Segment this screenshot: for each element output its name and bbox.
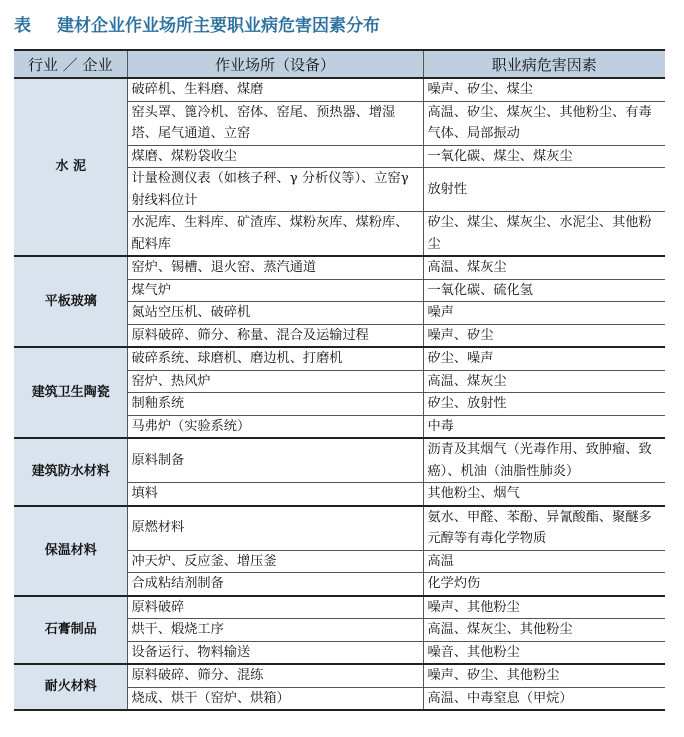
hazard-cell: 一氧化碳、煤尘、煤灰尘: [423, 145, 665, 168]
table-row: [14, 596, 665, 619]
workplace-cell: 破碎机、生料磨、煤磨: [127, 78, 423, 101]
workplace-cell: 烘干、煅烧工序: [127, 619, 423, 642]
hazard-cell: 高温、中毒窒息（甲烷）: [423, 687, 665, 710]
workplace-cell: 原料破碎: [127, 596, 423, 619]
hazard-cell: 高温、矽尘、煤灰尘、其他粉尘、有毒气体、局部振动: [423, 101, 665, 145]
hazard-cell: 矽尘、噪声: [423, 347, 665, 370]
workplace-cell: 制釉系统: [127, 393, 423, 416]
workplace-cell: 原料破碎、筛分、称量、混合及运输过程: [127, 324, 423, 347]
industry-cell: 石膏制品: [14, 596, 127, 665]
group-insulation: [14, 506, 665, 596]
hazard-cell: 噪声: [423, 302, 665, 325]
industry-cell: 建筑卫生陶瓷: [14, 347, 127, 438]
workplace-cell: 计量检测仪表（如核子秤、γ 分析仪等）、立窑γ射线料位计: [127, 168, 423, 212]
industry-cell: 耐火材料: [14, 664, 127, 710]
industry-cell: 平板玻璃: [14, 256, 127, 347]
workplace-cell: 原料制备: [127, 438, 423, 483]
group-flat-glass: [14, 256, 665, 347]
hazard-cell: 高温、煤灰尘: [423, 256, 665, 279]
hazard-cell: 噪声、矽尘: [423, 324, 665, 347]
workplace-cell: 煤磨、煤粉袋收尘: [127, 145, 423, 168]
hazard-cell: 其他粉尘、烟气: [423, 483, 665, 506]
hazard-cell: 矽尘、煤尘、煤灰尘、水泥尘、其他粉尘: [423, 212, 665, 257]
header-industry: 行业 ／ 企业: [14, 50, 127, 78]
hazard-cell: 放射性: [423, 168, 665, 212]
workplace-cell: 窑炉、锡槽、退火窑、蒸汽通道: [127, 256, 423, 279]
table-row: [14, 664, 665, 687]
workplace-cell: 烧成、烘干（窑炉、烘箱）: [127, 687, 423, 710]
group-cement: [14, 78, 665, 256]
workplace-cell: 原燃材料: [127, 506, 423, 551]
group-gypsum: [14, 596, 665, 665]
hazard-cell: 沥青及其烟气（光毒作用、致肿瘤、致癌）、机油（油脂性肺炎）: [423, 438, 665, 483]
workplace-cell: 设备运行、物料输送: [127, 641, 423, 664]
industry-cell: 保温材料: [14, 506, 127, 596]
workplace-cell: 煤气炉: [127, 279, 423, 302]
header-workplace: 作业场所（设备）: [127, 50, 423, 78]
caption-label: 表: [14, 15, 31, 36]
workplace-cell: 冲天炉、反应釜、增压釜: [127, 550, 423, 573]
workplace-cell: 破碎系统、球磨机、磨边机、打磨机: [127, 347, 423, 370]
hazard-cell: 高温: [423, 550, 665, 573]
hazard-cell: 化学灼伤: [423, 573, 665, 596]
group-refractory: [14, 664, 665, 710]
hazard-cell: 一氧化碳、硫化氢: [423, 279, 665, 302]
hazard-cell: 氨水、甲醛、苯酚、异氰酸酯、聚醚多元醇等有毒化学物质: [423, 506, 665, 551]
hazard-cell: 中毒: [423, 415, 665, 438]
table-row: [14, 78, 665, 101]
hazard-cell: 噪音、其他粉尘: [423, 641, 665, 664]
table-row: [14, 506, 665, 551]
group-waterproofing: [14, 438, 665, 506]
workplace-cell: 填料: [127, 483, 423, 506]
workplace-cell: 氮站空压机、破碎机: [127, 302, 423, 325]
industry-cell: 建筑防水材料: [14, 438, 127, 506]
workplace-cell: 马弗炉（实验系统）: [127, 415, 423, 438]
hazard-cell: 高温、煤灰尘、其他粉尘: [423, 619, 665, 642]
table-row: [14, 438, 665, 483]
table-row: [14, 347, 665, 370]
industry-cell: 水 泥: [14, 78, 127, 256]
group-sanitary-ceramics: [14, 347, 665, 438]
hazard-cell: 噪声、其他粉尘: [423, 596, 665, 619]
workplace-cell: 窑炉、热风炉: [127, 370, 423, 393]
hazard-cell: 高温、煤灰尘: [423, 370, 665, 393]
hazard-cell: 矽尘、放射性: [423, 393, 665, 416]
header-row: [14, 50, 665, 78]
caption-title: 建材企业作业场所主要职业病危害因素分布: [57, 15, 380, 36]
header-hazard: 职业病危害因素: [423, 50, 665, 78]
workplace-cell: 水泥库、生料库、矿渣库、煤粉灰库、煤粉库、配料库: [127, 212, 423, 257]
hazard-table: [14, 49, 665, 711]
hazard-cell: 噪声、矽尘、煤尘: [423, 78, 665, 101]
hazard-cell: 噪声、矽尘、其他粉尘: [423, 664, 665, 687]
table-caption: [14, 6, 380, 40]
workplace-cell: 合成粘结剂制备: [127, 573, 423, 596]
workplace-cell: 窑头罩、篦冷机、窑体、窑尾、预热器、增湿塔、尾气通道、立窑: [127, 101, 423, 145]
workplace-cell: 原料破碎、筛分、混练: [127, 664, 423, 687]
table-row: [14, 256, 665, 279]
